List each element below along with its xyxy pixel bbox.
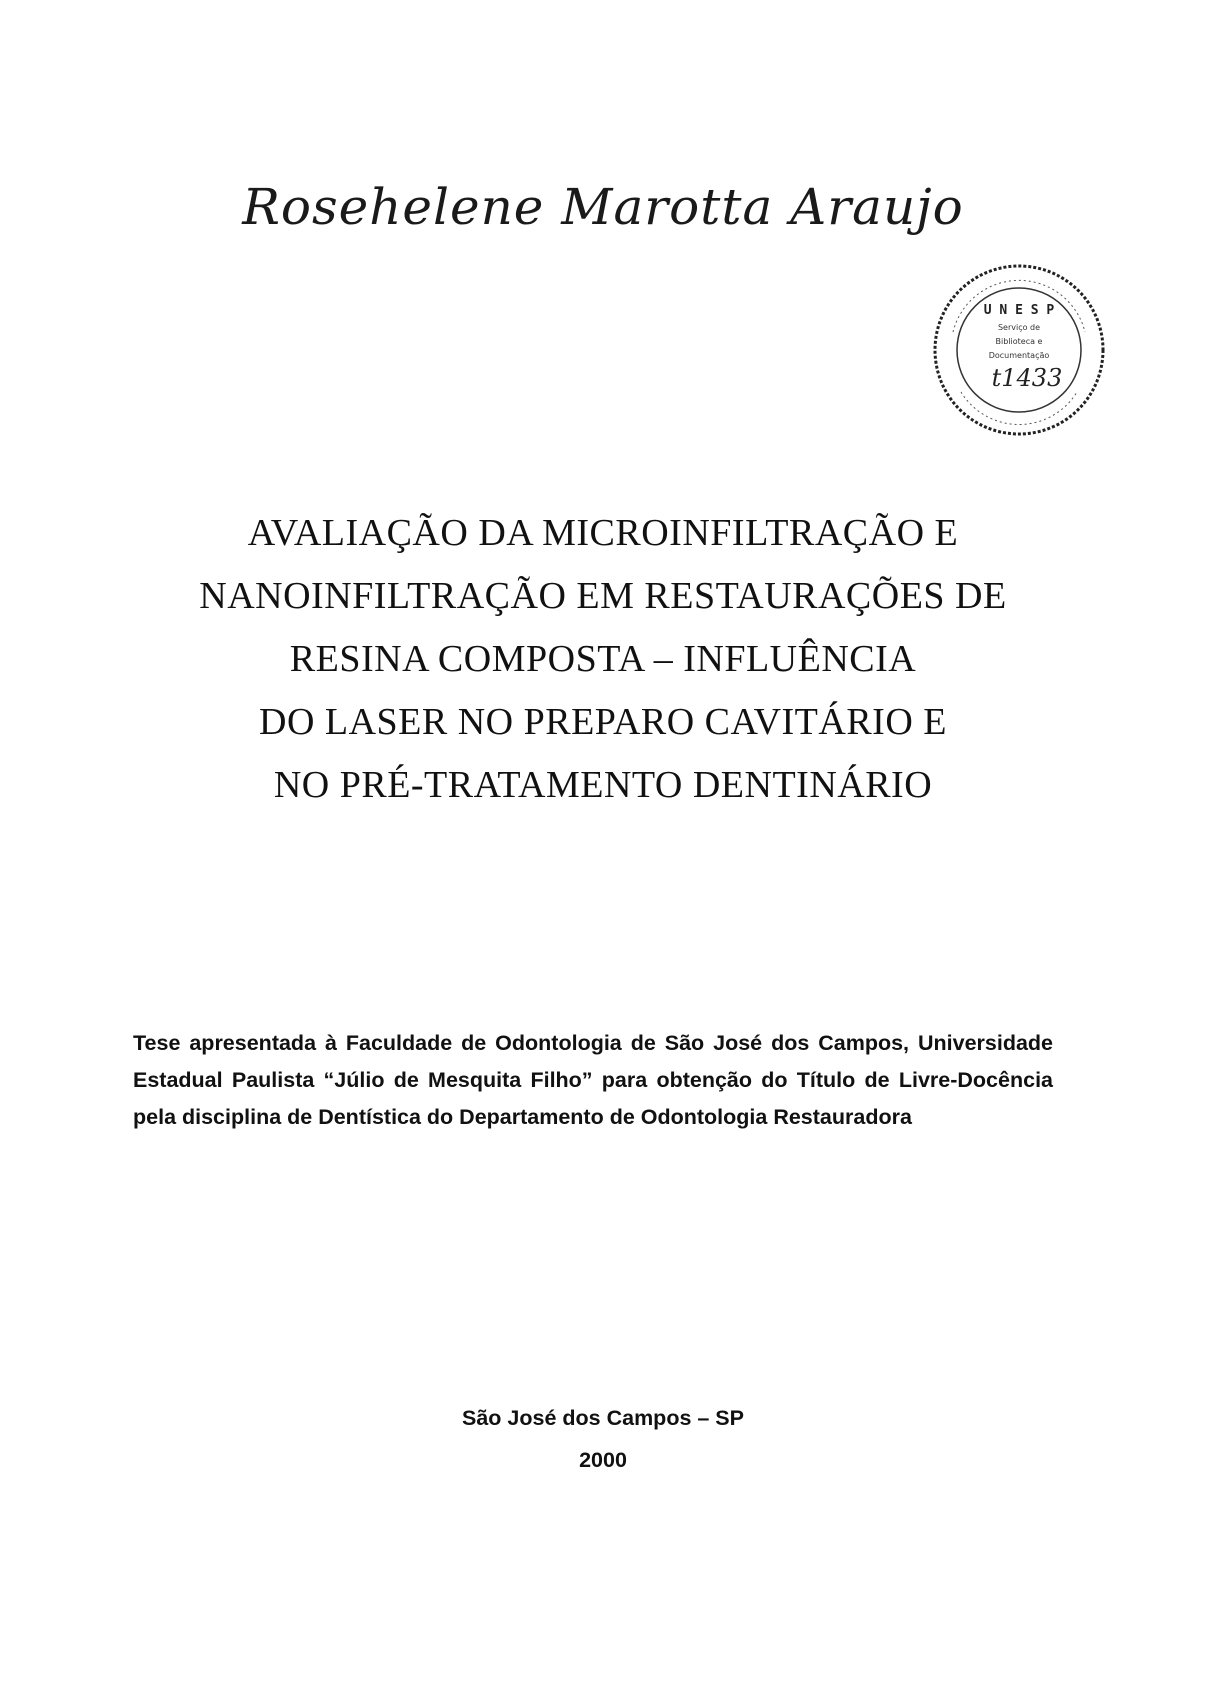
thesis-title (100, 502, 1106, 817)
place-of-publication: São José dos Campos – SP (462, 1406, 744, 1430)
title-line: NANOINFILTRAÇÃO EM RESTAURAÇÕES DE (199, 575, 1007, 617)
title-line: AVALIAÇÃO DA MICROINFILTRAÇÃO E (247, 512, 959, 554)
author-name: Rosehelene Marotta Araujo (242, 178, 964, 236)
svg-text:Documentação: Documentação (988, 351, 1050, 360)
publication-year: 2000 (579, 1448, 627, 1472)
title-line: RESINA COMPOSTA – INFLUÊNCIA (289, 638, 917, 680)
svg-text:t1433: t1433 (991, 364, 1063, 392)
svg-text:Biblioteca e: Biblioteca e (995, 337, 1043, 346)
svg-text:Serviço de: Serviço de (997, 323, 1041, 332)
library-stamp-seal (931, 262, 1107, 438)
title-line: DO LASER NO PREPARO CAVITÁRIO E (259, 701, 947, 743)
library-stamp (931, 262, 1107, 438)
thesis-statement: Tese apresentada à Faculdade de Odontologia de São José dos Campos, Universidade Estadual Paulista “Júlio de Mesquita Filho” para obtenção do Título de Livre-Docência pela disciplina de Dentística do Departamento de Odontologia Restauradora (133, 1031, 1053, 1129)
svg-text:U N E S P: U N E S P (983, 303, 1055, 318)
title-line: NO PRÉ-TRATAMENTO DENTINÁRIO (273, 764, 933, 806)
